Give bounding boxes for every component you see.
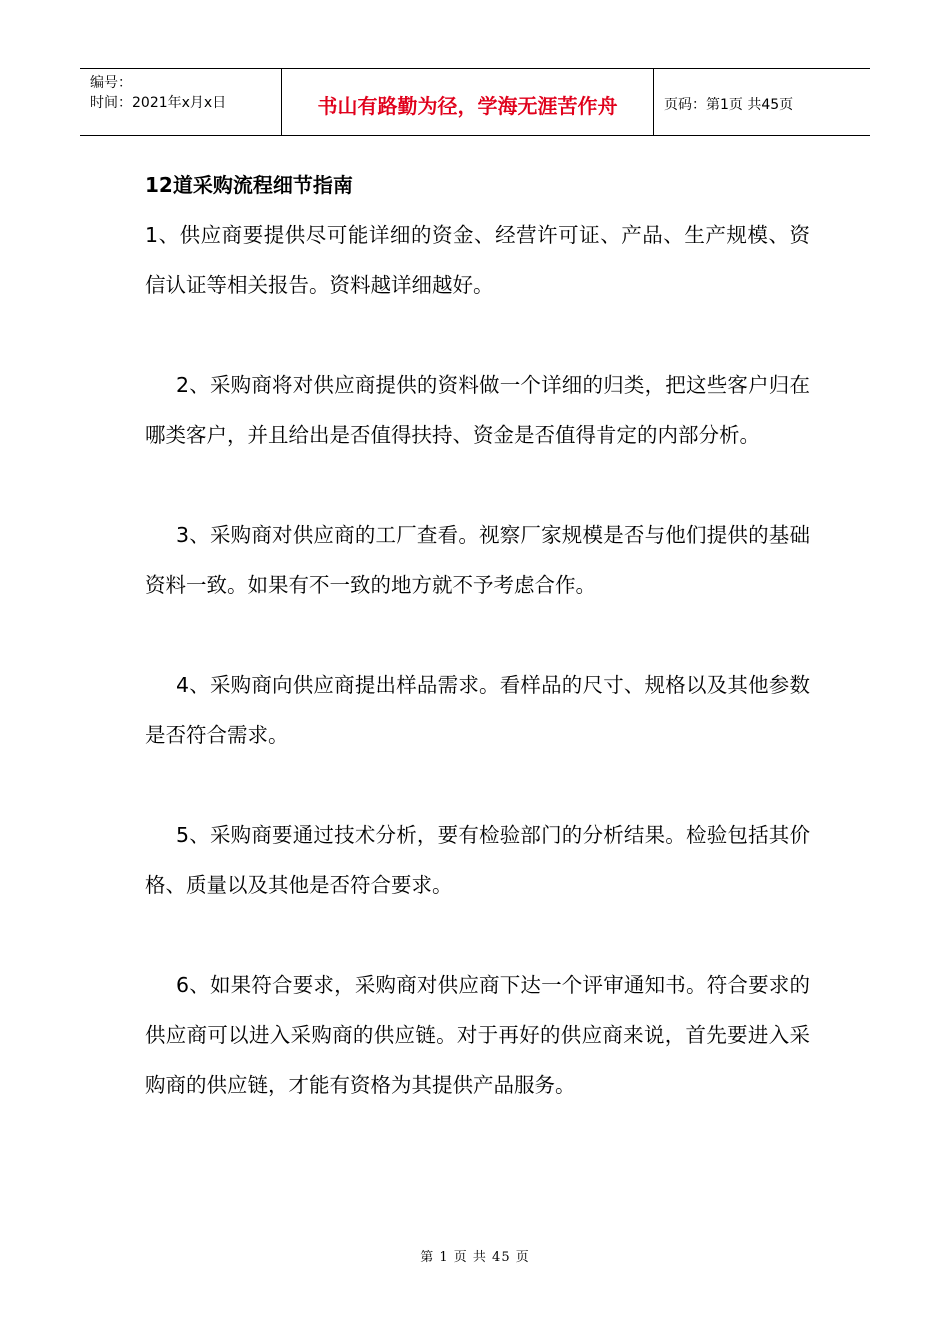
paragraph-4: 4、采购商向供应商提出样品需求。看样品的尺寸、规格以及其他参数是否符合需求。: [145, 673, 810, 747]
paragraph-gap: [145, 910, 810, 960]
paragraph-2: 2、采购商将对供应商提供的资料做一个详细的归类，把这些客户归在哪类客户，并且给出是否值得扶持、资金是否值得肯定的内部分析。: [145, 373, 810, 447]
paragraph-gap: [145, 460, 810, 510]
paragraph-1: 1、供应商要提供尽可能详细的资金、经营许可证、产品、生产规模、资信认证等相关报告。资料越详细越好。: [145, 223, 810, 297]
paragraph-gap: [145, 310, 810, 360]
header-page-info: 页码：第1页 共45页: [664, 97, 794, 113]
page-footer: 第 1 页 共 45 页: [420, 1250, 530, 1265]
header-time-label: 时间：2021年x月x日: [90, 95, 227, 111]
paragraph-3: 3、采购商对供应商的工厂查看。视察厂家规模是否与他们提供的基础资料一致。如果有不一致的地方就不予考虑合作。: [145, 523, 810, 597]
header-number-label: 编号：: [90, 75, 132, 91]
paragraph-gap: [145, 610, 810, 660]
page-header: [80, 68, 870, 136]
paragraph-5: 5、采购商要通过技术分析，要有检验部门的分析结果。检验包括其价格、质量以及其他是否符合要求。: [145, 823, 810, 897]
paragraph-6: 6、如果符合要求，采购商对供应商下达一个评审通知书。符合要求的供应商可以进入采购商的供应链。对于再好的供应商来说，首先要进入采购商的供应链，才能有资格为其提供产品服务。: [145, 973, 810, 1097]
document-body: [145, 160, 810, 1110]
header-motto: 书山有路勤为径，学海无涯苦作舟: [282, 69, 654, 135]
document-title: 12道采购流程细节指南: [145, 173, 353, 197]
header-meta: [80, 69, 282, 135]
paragraph-gap: [145, 760, 810, 810]
